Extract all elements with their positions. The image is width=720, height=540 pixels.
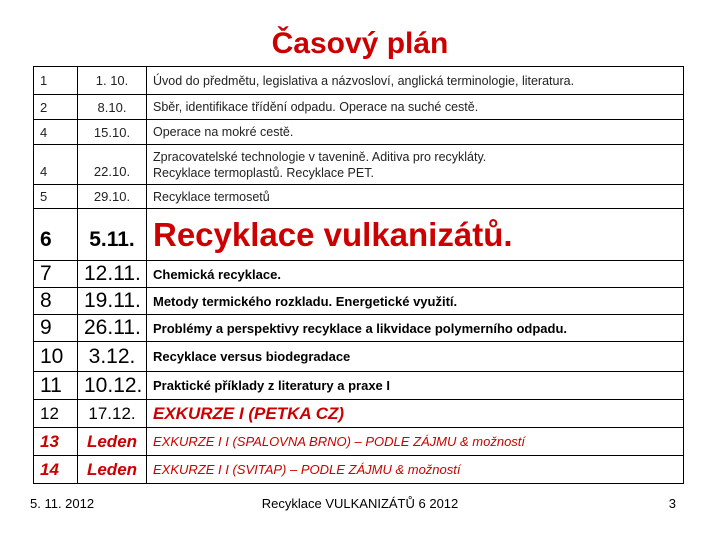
row-topic: Operace na mokré cestě. <box>147 120 684 145</box>
row-topic: Recyklace vulkanizátů. <box>147 209 684 261</box>
row-number: 4 <box>34 145 78 185</box>
table-row <box>34 209 684 261</box>
row-date: 17.12. <box>78 400 147 428</box>
row-topic: Chemická recyklace. <box>147 261 684 288</box>
footer-title: Recyklace VULKANIZÁTŮ 6 2012 <box>261 496 459 511</box>
table-row <box>34 185 684 209</box>
row-date: Leden <box>78 456 147 484</box>
row-number: 10 <box>34 342 78 372</box>
row-date: 5.11. <box>78 209 147 261</box>
row-number: 4 <box>34 120 78 145</box>
row-date: 12.11. <box>78 261 147 288</box>
row-number: 6 <box>34 209 78 261</box>
page-number: 3 <box>668 496 676 511</box>
row-topic: Recyklace termosetů <box>147 185 684 209</box>
table-row <box>34 288 684 315</box>
row-number: 8 <box>34 288 78 315</box>
row-topic: EXKURZE I I (SVITAP) – PODLE ZÁJMU & možností <box>147 456 684 484</box>
row-number: 12 <box>34 400 78 428</box>
row-topic: Sběr, identifikace třídění odpadu. Operace na suché cestě. <box>147 95 684 120</box>
row-date: 26.11. <box>78 315 147 342</box>
row-number: 5 <box>34 185 78 209</box>
row-number: 2 <box>34 95 78 120</box>
row-topic: Praktické příklady z literatury a praxe I <box>147 372 684 400</box>
row-topic: Úvod do předmětu, legislativa a názvosloví, anglická terminologie, literatura. <box>147 67 684 95</box>
table-row <box>34 315 684 342</box>
footer-date: 5. 11. 2012 <box>30 496 95 511</box>
row-date: Leden <box>78 428 147 456</box>
table-row <box>34 95 684 120</box>
table-row <box>34 120 684 145</box>
row-topic: Problémy a perspektivy recyklace a likvidace polymerního odpadu. <box>147 315 684 342</box>
row-date: 8.10. <box>78 95 147 120</box>
row-topic-line: Recyklace termoplastů. Recyklace PET. <box>153 165 374 180</box>
row-number: 9 <box>34 315 78 342</box>
table-row <box>34 261 684 288</box>
row-date: 15.10. <box>78 120 147 145</box>
row-topic: Recyklace versus biodegradace <box>147 342 684 372</box>
row-date: 19.11. <box>78 288 147 315</box>
row-date: 3.12. <box>78 342 147 372</box>
row-date: 22.10. <box>78 145 147 185</box>
row-topic-line: Zpracovatelské technologie v tavenině. Aditiva pro recykláty. <box>153 149 487 164</box>
table-row <box>34 145 684 185</box>
table-row <box>34 428 684 456</box>
row-topic <box>147 145 684 185</box>
row-number: 13 <box>34 428 78 456</box>
row-date: 29.10. <box>78 185 147 209</box>
row-number: 14 <box>34 456 78 484</box>
row-date: 1. 10. <box>78 67 147 95</box>
row-topic: EXKURZE I I (SPALOVNA BRNO) – PODLE ZÁJMU & možností <box>147 428 684 456</box>
table-row <box>34 456 684 484</box>
table-row <box>34 400 684 428</box>
row-topic: Metody termického rozkladu. Energetické využití. <box>147 288 684 315</box>
slide-title: Časový plán <box>271 27 449 60</box>
row-number: 7 <box>34 261 78 288</box>
table-row <box>34 342 684 372</box>
row-topic: EXKURZE I (PETKA CZ) <box>147 400 684 428</box>
row-date: 10.12. <box>78 372 147 400</box>
table-row <box>34 67 684 95</box>
schedule-table <box>33 66 684 484</box>
row-number: 11 <box>34 372 78 400</box>
table-row <box>34 372 684 400</box>
row-number: 1 <box>34 67 78 95</box>
